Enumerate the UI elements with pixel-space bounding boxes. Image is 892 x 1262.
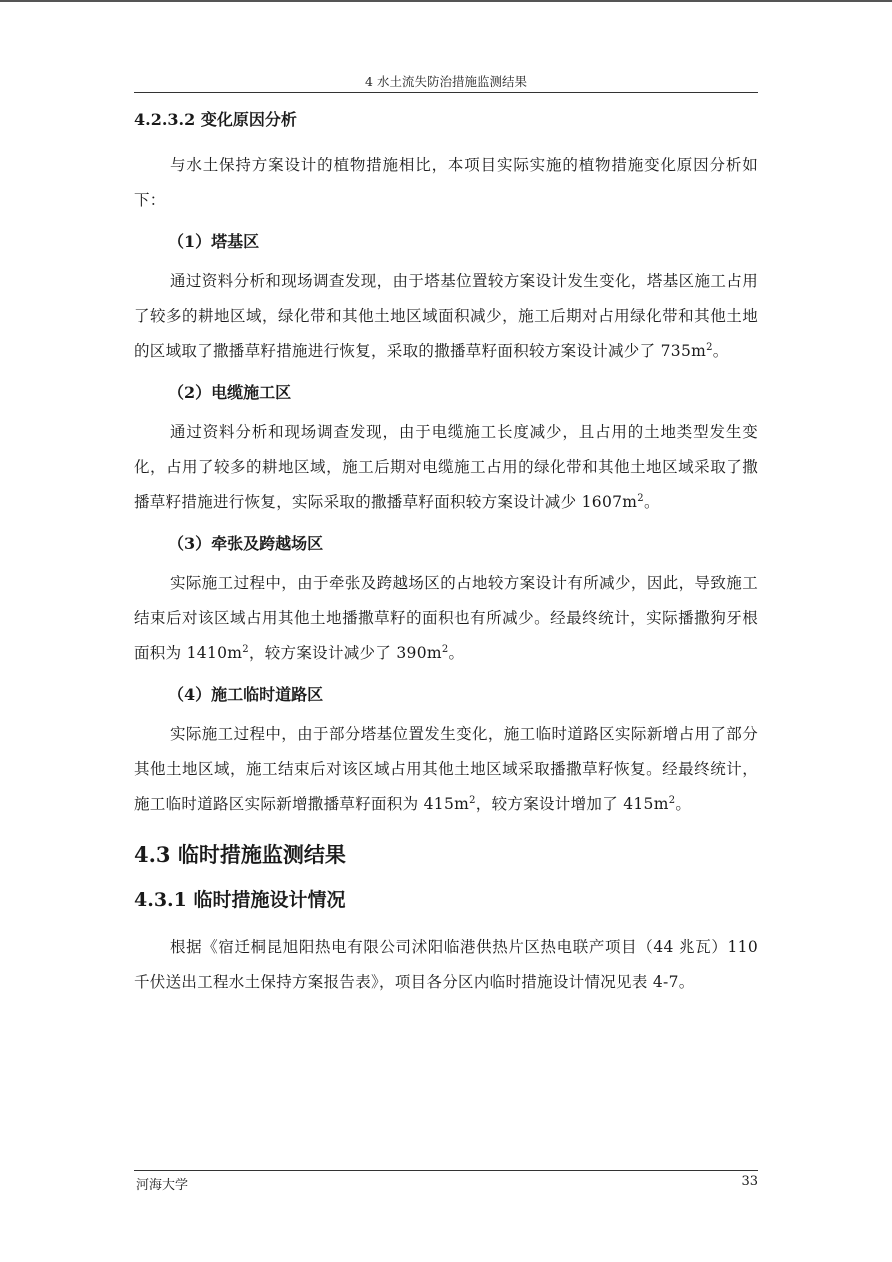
section-43-title: 4.3 临时措施监测结果 xyxy=(134,842,346,867)
area-2-text: 通过资料分析和现场调查发现，由于电缆施工长度减少，且占用的土地类型发生变化，占用了较多的耕地区域，施工后期对电缆施工占用的绿化带和其他土地区域采取了撒播草籽措施进行恢复，实际采取的撒播草籽面积较方案设计减少 $1607m^2$。 xyxy=(134,423,758,511)
area-3-text: 实际施工过程中，由于牵张及跨越场区的占地较方案设计有所减少，因此，导致施工结束后对该区域占用其他土地播撒草籽的面积也有所减少。经最终统计，实际播撒狗牙根面积为 $1410m^2$，较方案设计减少了 $390m^2$。 xyxy=(134,574,758,662)
area-4-heading: （4）施工临时道路区 xyxy=(168,685,324,704)
page-number: 33 xyxy=(741,1174,758,1189)
section-4232-title: 4.2.3.2 变化原因分析 xyxy=(134,110,297,129)
section-431-text: 根据《宿迁桐昆旭阳热电有限公司沭阳临港供热片区热电联产项目（44 兆瓦）110 千伏送出工程水土保持方案报告表》，项目各分区内临时措施设计情况见表 4-7。 xyxy=(134,938,758,991)
section-431-title: 4.3.1 临时措施设计情况 xyxy=(134,889,346,911)
footer-rule xyxy=(134,1170,758,1171)
area-4-text: 实际施工过程中，由于部分塔基位置发生变化，施工临时道路区实际新增占用了部分其他土地区域，施工结束后对该区域占用其他土地区域采取播撒草籽恢复。经最终统计，施工临时道路区实际新增撒播草籽面积为 $415m^2$，较方案设计增加了 $415m^2$。 xyxy=(134,725,758,813)
page-content xyxy=(134,104,758,1000)
top-border xyxy=(0,0,892,2)
header-rule xyxy=(134,92,758,93)
running-header: 4 水土流失防治措施监测结果 xyxy=(365,74,527,89)
footer-institution: 河海大学 xyxy=(136,1178,189,1193)
area-1-text: 通过资料分析和现场调查发现，由于塔基位置较方案设计发生变化，塔基区施工占用了较多的耕地区域，绿化带和其他土地区域面积减少，施工后期对占用绿化带和其他土地的区域取了撒播草籽措施进行恢复，采取的撒播草籽面积较方案设计减少了 $735m^2$。 xyxy=(134,272,758,360)
section-4232-intro: 与水土保持方案设计的植物措施相比，本项目实际实施的植物措施变化原因分析如下： xyxy=(134,156,758,209)
area-2-heading: （2）电缆施工区 xyxy=(168,383,292,402)
area-3-heading: （3）牵张及跨越场区 xyxy=(168,534,324,553)
area-1-heading: （1）塔基区 xyxy=(168,232,260,251)
